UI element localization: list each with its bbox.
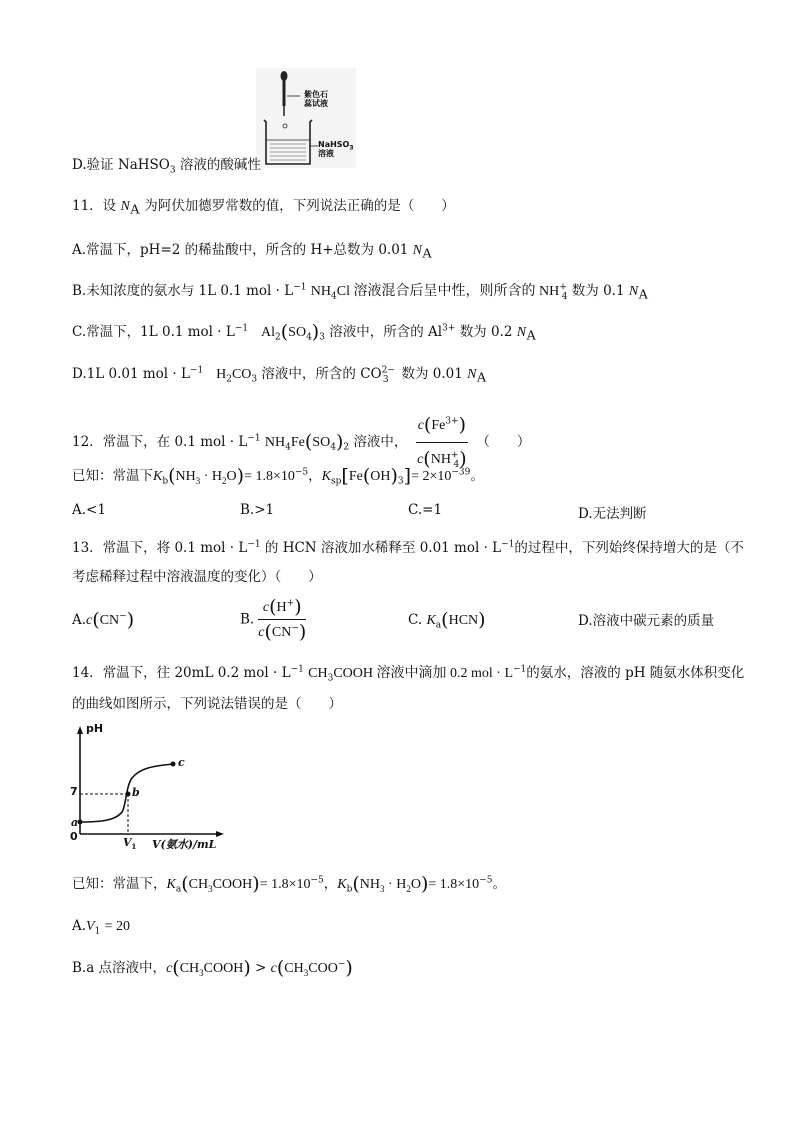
- q14-stem-line1: 14．常温下，往 20mL 0.2 mol · $L^{-1}$ $CH_3COOH$ 溶液中滴加 0.2 mol · $L^{-1}$的氨水，溶液的 pH 随氨水体积变化: [72, 664, 745, 684]
- q13-option-c: C. $K_a(HCN)$: [408, 609, 486, 631]
- y-axis-arrow: [77, 726, 83, 734]
- q11-option-b: B.未知浓度的氨水与 1L 0.1 mol · $L^{-1}$ $NH_4Cl$ 溶液混合后呈中性，则所含的 $NH^+_4$ 数为 0.1 $N_A$: [72, 282, 649, 303]
- q14-known: 已知：常温下，$K_a(CH_3COOH)= 1.8\times 10^{-5}$，$K_b(NH_3 \cdot H_2O)= 1.8\times 10^{-5}$。: [72, 873, 506, 895]
- origin-label: 0: [70, 830, 78, 843]
- q13-stem-line2: 考虑稀释过程中溶液温度的变化）（ ）: [72, 569, 322, 585]
- q11-stem: 11．设 $N_A$ 为阿伏加德罗常数的值，下列说法正确的是（ ）: [72, 198, 455, 218]
- q12-option-d: D.无法判断: [578, 506, 647, 522]
- label-reagent-line2: 蕊试液: [304, 99, 328, 108]
- point-a-label: a: [71, 816, 79, 829]
- x-axis-arrow: [216, 831, 224, 837]
- q13-option-b: B. $\frac{c(H^+)}{c(CN^-)}$: [240, 596, 307, 643]
- q14-stem-line2: 的曲线如图所示，下列说法错误的是（ ）: [72, 696, 342, 712]
- dropper-beaker-figure: [256, 68, 356, 168]
- x-tick-v1: $V_1$: [123, 836, 137, 852]
- q12-known: 已知：常温下$K_b(NH_3 \cdot H_2O)= 1.8\times 10^{-5}$，$K_{sp}[Fe(OH)_3]= 2\times 10^{-39}$。: [72, 465, 484, 487]
- q12-option-b: B.>1: [240, 502, 275, 518]
- q14-option-b: B.a 点溶液中，$c(CH_3COOH) > c(CH_3COO^-)$: [72, 957, 353, 979]
- q12-option-a: A.<1: [72, 502, 106, 518]
- y-tick-7: 7: [70, 785, 78, 798]
- point-a-marker: [78, 820, 83, 825]
- q14-option-a: $A.V_1 = 20$: [72, 918, 131, 937]
- q12-option-c: C.=1: [408, 502, 443, 518]
- q11-option-d: D.1L 0.01 mol · $L^{-1}$ $H_2CO_3$ 溶液中，所含的 $CO^{2-}_3$ 数为 0.01 $N_A$: [72, 365, 487, 386]
- label-solution-line2: 溶液: [318, 149, 334, 158]
- q11-option-c: C.常温下，1L 0.1 mol · $L^{-1}$ $Al_2(SO_4)_3$ 溶液中，所含的 $Al^{3+}$ 数为 0.2 $N_A$: [72, 321, 537, 344]
- point-c-label: c: [178, 756, 185, 769]
- q12-fraction: $\frac{c(Fe^{3+})}{c(NH^+_4)}$: [416, 410, 468, 475]
- y-axis-label: pH: [86, 722, 104, 735]
- q13-option-d: D.溶液中碳元素的质量: [578, 613, 715, 629]
- q13-option-a: A.c(CN−): [72, 609, 135, 631]
- q12-stem: 12．常温下，在 0.1 mol · $L^{-1}$ $NH_4Fe(SO_4)_2$ 溶液中， $\frac{c(Fe^{3+})}{c(NH^+_4)}$ （ ）: [72, 410, 530, 475]
- q11-option-a: A.常温下，pH=2 的稀盐酸中，所含的 H+总数为 0.01 $N_A$: [72, 242, 433, 262]
- point-b-marker: [126, 792, 131, 797]
- label-solution-line1: NaHSO$_3$: [318, 140, 354, 152]
- q10-option-d: D.验证 NaHSO$_3$ 溶液的酸碱性: [72, 157, 261, 176]
- label-reagent-line1: 紫色石: [304, 90, 328, 99]
- ph-titration-graph: [68, 722, 228, 854]
- point-b-label: b: [132, 786, 140, 799]
- x-axis-label: V(氨水)/mL: [152, 838, 217, 851]
- point-c-marker: [171, 762, 176, 767]
- q13-stem-line1: 13．常温下，将 0.1 mol · $L^{-1}$ 的 HCN 溶液加水稀释至 0.01 mol · $L^{-1}$的过程中，下列始终保持增大的是（不: [72, 539, 744, 556]
